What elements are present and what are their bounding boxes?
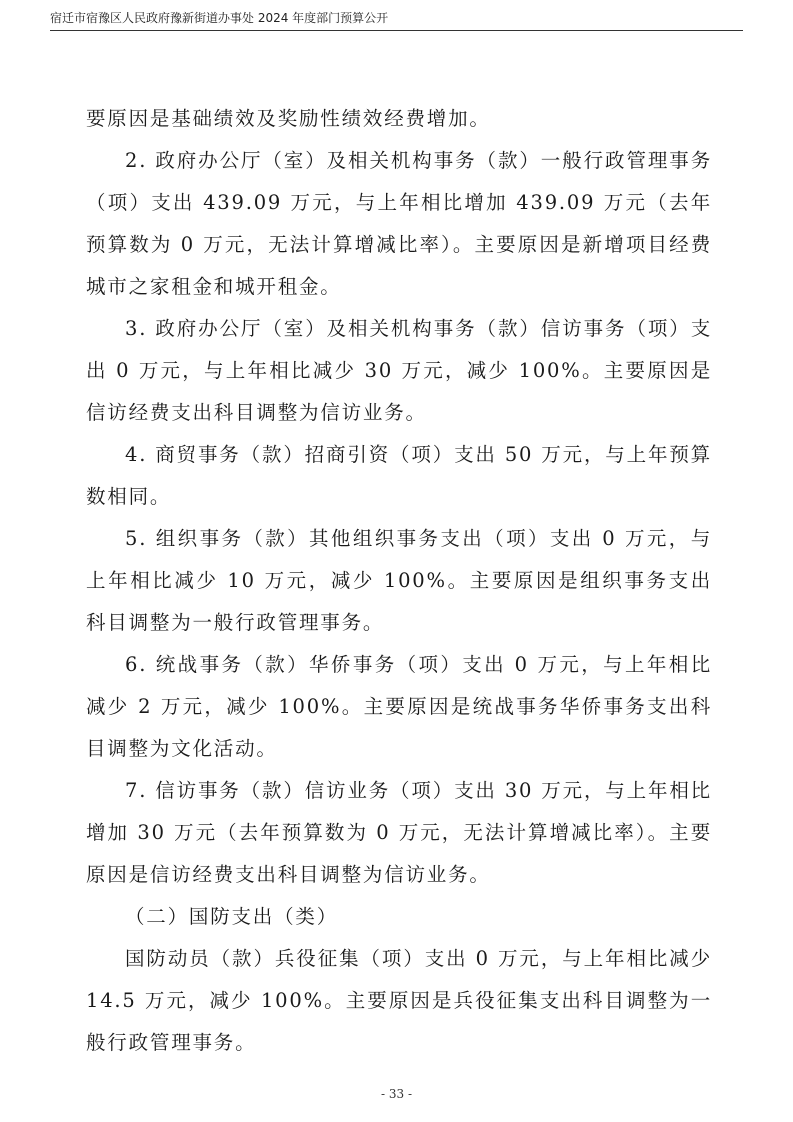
paragraph-item-4: 4. 商贸事务（款）招商引资（项）支出 50 万元，与上年预算数相同。: [86, 443, 712, 508]
paragraph-defense-mobilization: 国防动员（款）兵役征集（项）支出 0 万元，与上年相比减少 14.5 万元，减少 100%。主要原因是兵役征集支出科目调整为一般行政管理事务。: [86, 947, 712, 1054]
paragraph-continuation: 要原因是基础绩效及奖励性绩效经费增加。: [86, 107, 491, 130]
paragraph-item-5: 5. 组织事务（款）其他组织事务支出（项）支出 0 万元，与上年相比减少 10 万元，减少 100%。主要原因是组织事务支出科目调整为一般行政管理事务。: [86, 527, 712, 634]
page-number: - 33 -: [380, 1087, 412, 1101]
document-header: 宿迁市宿豫区人民政府豫新街道办事处 2024 年度部门预算公开: [50, 11, 389, 25]
paragraph-item-3: 3. 政府办公厅（室）及相关机构事务（款）信访事务（项）支出 0 万元，与上年相比减少 30 万元，减少 100%。主要原因是信访经费支出科目调整为信访业务。: [86, 317, 712, 424]
paragraph-item-2: 2. 政府办公厅（室）及相关机构事务（款）一般行政管理事务（项）支出 439.09 万元，与上年相比增加 439.09 万元（去年预算数为 0 万元，无法计算增减比率）。主要原因是新增项目经费城市之家租金和城开租金。: [86, 149, 712, 298]
paragraph-item-7: 7. 信访事务（款）信访业务（项）支出 30 万元，与上年相比增加 30 万元（去年预算数为 0 万元，无法计算增减比率）。主要原因是信访经费支出科目调整为信访业务。: [86, 779, 712, 886]
paragraph-item-6: 6. 统战事务（款）华侨事务（项）支出 0 万元，与上年相比减少 2 万元，减少 100%。主要原因是统战事务华侨事务支出科目调整为文化活动。: [86, 653, 712, 760]
header-divider: [50, 30, 743, 31]
section-heading-defense: （二）国防支出（类）: [125, 905, 339, 928]
document-body: [86, 98, 712, 1064]
